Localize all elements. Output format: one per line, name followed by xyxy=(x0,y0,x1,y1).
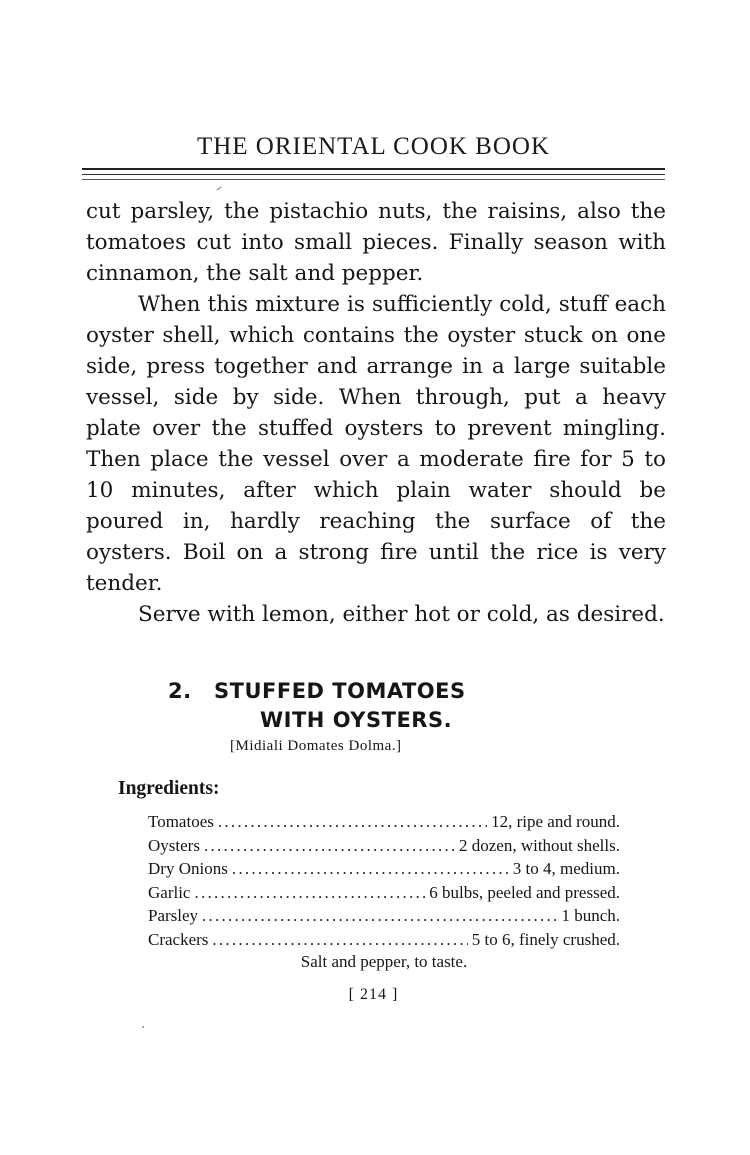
ingredient-name: Dry Onions xyxy=(148,859,228,878)
leader-dots xyxy=(202,904,557,928)
ingredient-row xyxy=(148,810,620,834)
ingredients-list xyxy=(148,810,620,951)
paragraph-continuation: cut parsley, the pistachio nuts, the raisins, also the tomatoes cut into small pieces. Finally season with cinnamon, the salt and pepper. xyxy=(86,199,666,286)
ingredient-quantity: 6 bulbs, peeled and pressed. xyxy=(429,882,620,902)
ingredient-name: Garlic xyxy=(148,882,191,902)
ingredient-quantity: 12, ripe and round. xyxy=(491,812,620,831)
ingredient-quantity: 2 dozen, without shells. xyxy=(458,835,620,855)
ingredient-row xyxy=(148,857,620,881)
ingredient-quantity: 1 bunch. xyxy=(561,906,620,925)
leader-dots xyxy=(212,928,467,952)
print-speck xyxy=(142,1026,144,1028)
leader-dots xyxy=(232,857,509,881)
header-rule-thin xyxy=(82,174,665,175)
recipe-title-line1: STUFFED TOMATOES xyxy=(214,679,466,703)
print-speck xyxy=(216,186,221,190)
recipe-title xyxy=(168,677,548,735)
ingredient-row xyxy=(148,928,620,952)
ingredient-quantity: 3 to 4, medium. xyxy=(512,859,620,878)
ingredients-label: Ingredients: xyxy=(118,778,220,799)
running-title: THE ORIENTAL COOK BOOK xyxy=(196,133,551,160)
recipe-title-line2: WITH OYSTERS. xyxy=(260,708,453,732)
ingredient-name: Tomatoes xyxy=(148,812,214,831)
seasoning-line: Salt and pepper, to taste. xyxy=(300,952,468,971)
header-rule-thick xyxy=(82,168,665,170)
ingredient-row xyxy=(148,834,620,858)
paragraph-serving: Serve with lemon, either hot or cold, as desired. xyxy=(138,602,665,627)
leader-dots xyxy=(218,810,487,834)
header-rule-bottom xyxy=(82,179,665,180)
recipe-subtitle: [Midiali Domates Dolma.] xyxy=(230,738,402,754)
body-text xyxy=(86,196,666,630)
ingredient-name: Oysters xyxy=(148,835,200,855)
paragraph-stuffing: When this mixture is sufficiently cold, stuff each oyster shell, which contains the oyster stuck on one side, press together and arrange in a large suitable vessel, side by side. When through, put a heavy plate over the stuffed oysters to prevent mingling. Then place the vessel over a moderate fire for 5 to 10 minutes, after which plain water should be poured in, hardly reaching the surface of the oysters. Boil on a strong fire until the rice is very tender. xyxy=(86,292,666,596)
ingredient-name: Parsley xyxy=(148,906,199,925)
ingredient-row xyxy=(148,881,620,905)
recipe-number: 2. xyxy=(168,679,192,703)
leader-dots xyxy=(204,834,455,858)
page-number: [ 214 ] xyxy=(348,986,399,1003)
ingredient-quantity: 5 to 6, finely crushed. xyxy=(471,929,620,949)
ingredient-row xyxy=(148,904,620,928)
leader-dots xyxy=(194,881,425,905)
ingredient-name: Crackers xyxy=(148,929,209,949)
